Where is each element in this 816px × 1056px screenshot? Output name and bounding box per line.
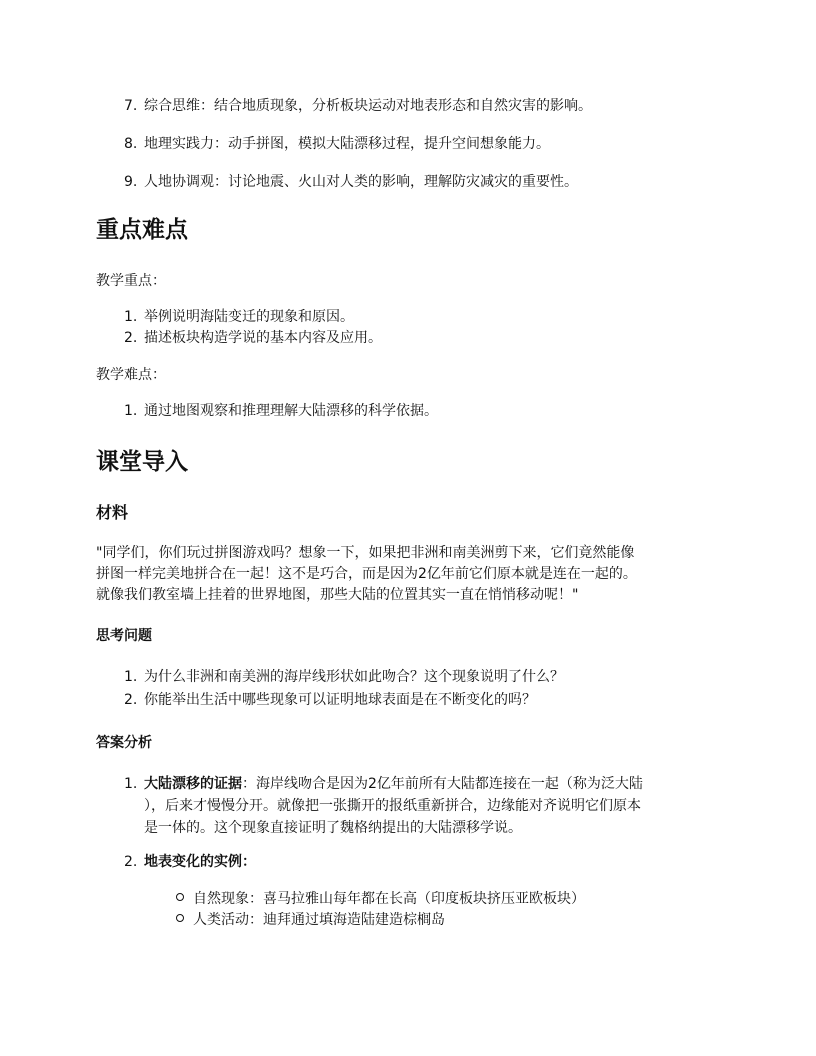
list-number: 1. — [124, 309, 138, 325]
bullet-item — [176, 910, 445, 930]
quote-line: "同学们，你们玩过拼图游戏吗？想象一下，如果把非洲和南美洲剪下来，它们竟然能像 — [96, 545, 635, 561]
list-text: 举例说明海陆变迁的现象和原因。 — [144, 309, 354, 325]
list-number: 1. — [124, 403, 138, 419]
list-item — [124, 401, 438, 421]
list-item — [124, 96, 592, 116]
section-heading-intro: 课堂导入 — [96, 449, 188, 475]
bullet-text: 自然现象：喜马拉雅山每年都在长高（印度板块挤压亚欧板块） — [193, 891, 585, 907]
answer-title-suffix: ： — [242, 854, 256, 870]
answers-heading: 答案分析 — [96, 735, 152, 751]
list-item — [124, 134, 550, 154]
hollow-circle-icon — [176, 893, 184, 901]
bullet-text: 人类活动：迪拜通过填海造陆建造棕榈岛 — [193, 912, 445, 928]
list-text: 描述板块构造学说的基本内容及应用。 — [144, 330, 382, 346]
quote-line: 拼图一样完美地拼合在一起！这不是巧合，而是因为2亿年前它们原本就是连在一起的。 — [96, 566, 637, 582]
answer-item — [124, 774, 643, 794]
answer-text-line: 是一体的。这个现象直接证明了魏格纳提出的大陆漂移学说。 — [144, 820, 522, 836]
material-quote — [96, 543, 726, 606]
list-number: 2. — [124, 692, 138, 708]
list-item — [124, 307, 354, 327]
questions-heading: 思考问题 — [96, 628, 152, 644]
bullet-item — [176, 889, 585, 909]
list-text: 通过地图观察和推理理解大陆漂移的科学依据。 — [144, 403, 438, 419]
hollow-circle-icon — [176, 914, 184, 922]
quote-line: 就像我们教室墙上挂着的世界地图，那些大陆的位置其实一直在悄悄移动呢！" — [96, 587, 579, 603]
difficulty-label: 教学难点： — [96, 367, 166, 383]
list-text: 为什么非洲和南美洲的海岸线形状如此吻合？这个现象说明了什么？ — [144, 669, 564, 685]
list-text: 人地协调观：讨论地震、火山对人类的影响，理解防灾减灾的重要性。 — [144, 174, 578, 190]
list-item — [124, 172, 578, 192]
list-number: 2. — [124, 330, 138, 346]
list-text: 综合思维：结合地质现象，分析板块运动对地表形态和自然灾害的影响。 — [144, 98, 592, 114]
list-number: 2. — [124, 854, 138, 870]
section-heading-key-points: 重点难点 — [96, 217, 188, 243]
list-text: 地理实践力：动手拼图，模拟大陆漂移过程，提升空间想象能力。 — [144, 136, 550, 152]
answer-title: 大陆漂移的证据 — [144, 776, 242, 792]
list-number: 9. — [124, 174, 138, 190]
list-number: 7. — [124, 98, 138, 114]
answer-title: 地表变化的实例 — [144, 854, 242, 870]
list-number: 1. — [124, 776, 138, 792]
list-text: 你能举出生活中哪些现象可以证明地球表面是在不断变化的吗？ — [144, 692, 536, 708]
list-item — [124, 690, 536, 710]
answer-text-line: ），后来才慢慢分开。就像把一张撕开的报纸重新拼合，边缘能对齐说明它们原本 — [144, 798, 641, 814]
answer-text-line: ：海岸线吻合是因为2亿年前所有大陆都连接在一起（称为泛大陆 — [242, 776, 643, 792]
material-heading: 材料 — [96, 503, 129, 522]
answer-item — [124, 852, 256, 872]
list-number: 1. — [124, 669, 138, 685]
focus-label: 教学重点： — [96, 273, 166, 289]
list-number: 8. — [124, 136, 138, 152]
list-item — [124, 667, 564, 687]
list-item — [124, 328, 382, 348]
